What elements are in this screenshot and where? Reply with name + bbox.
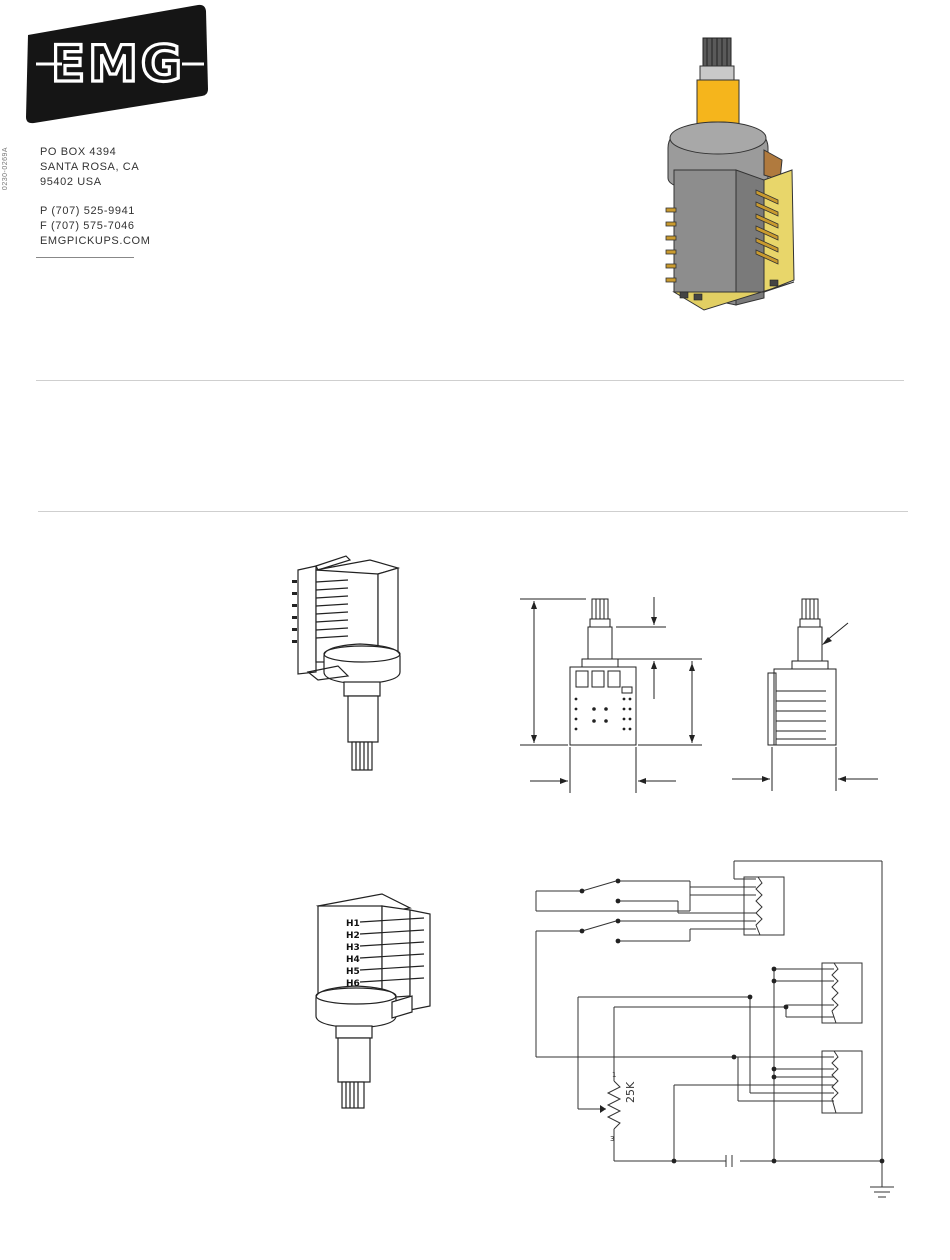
pot-line-drawing-rear <box>312 888 437 1113</box>
contact-block <box>40 145 150 249</box>
pot-line-drawing-front <box>288 552 408 777</box>
lug-label-h3: H3 <box>346 943 360 953</box>
address-line2: SANTA ROSA, CA <box>40 161 140 173</box>
section-divider-2 <box>38 511 908 512</box>
fax: F (707) 575-7046 <box>40 220 135 232</box>
document-code: 0230-0269A <box>2 146 10 191</box>
dimension-drawing <box>520 595 880 795</box>
address-line1: PO BOX 4394 <box>40 146 117 158</box>
phone: P (707) 525-9941 <box>40 205 136 217</box>
lug-label-h4: H4 <box>346 955 360 965</box>
emg-logo <box>22 3 212 125</box>
logo-text: EMG <box>51 35 185 93</box>
pot-pin-3-label: 3 <box>610 1135 615 1143</box>
pot-pin-1-label: 1 <box>612 1071 617 1079</box>
lug-label-h5: H5 <box>346 967 360 977</box>
lug-label-h6: H6 <box>346 979 360 989</box>
wiring-schematic <box>530 855 900 1205</box>
website[interactable]: EMGPICKUPS.COM <box>40 235 151 247</box>
address-line3: 95402 USA <box>40 176 102 188</box>
lug-label-h2: H2 <box>346 931 360 941</box>
contact-underline <box>36 257 134 258</box>
push-pull-pot-render <box>660 30 800 315</box>
section-divider-1 <box>36 380 904 381</box>
lug-label-h1: H1 <box>346 919 360 929</box>
pot-value-label: 25K <box>624 1081 637 1103</box>
